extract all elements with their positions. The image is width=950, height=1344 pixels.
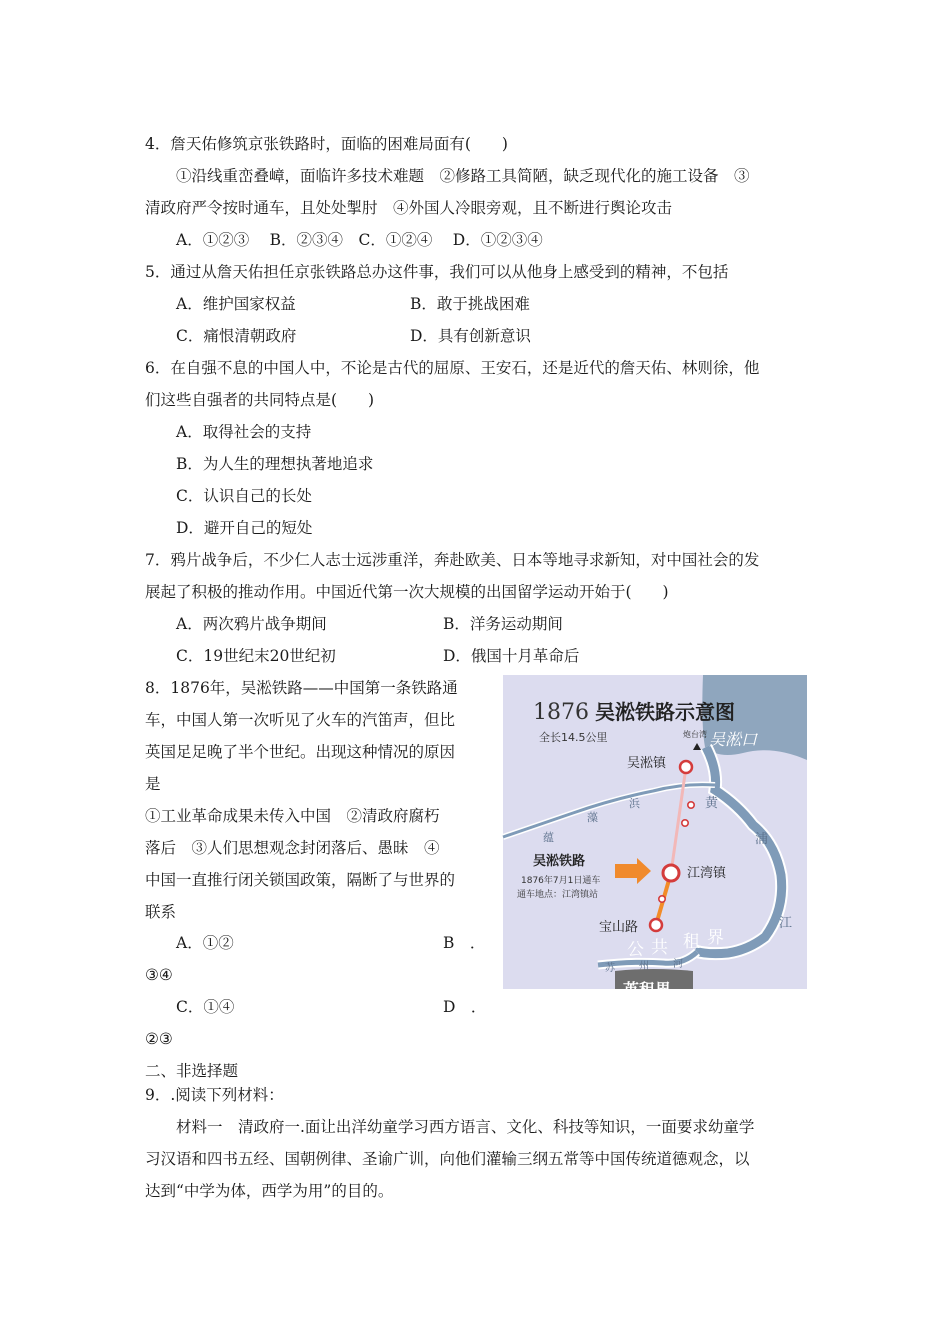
map-station-wusong [680, 761, 692, 773]
map-river-jiang: 江 [779, 916, 793, 931]
q6-option-d: D．避开自己的短处 [176, 519, 313, 537]
q4-options: A．①②③ B．②③④ C．①②④ D．①②③④ [176, 231, 543, 249]
q8-option-c: C．①④ [176, 998, 235, 1016]
q8-stem-line1: 8．1876年，吴淞铁路——中国第一条铁路通 [145, 679, 458, 697]
q9-material-line1: 材料一 清政府一.面让出洋幼童学习西方语言、文化、科技等知识，一面要求幼童学 [176, 1118, 755, 1136]
map-label-gong: 公 [627, 940, 644, 960]
q5-stem: 5．通过从詹天佑担任京张铁路总办这件事，我们可以从他身上感受到的精神，不包括 [145, 263, 729, 281]
q8-statements-line4: 联系 [145, 903, 177, 921]
map-label-paotaiwan: 炮台湾 [683, 730, 707, 739]
q4-statements-line1: ①沿线重峦叠嶂，面临许多技术难题 ②修路工具简陋，缺乏现代化的施工设备 ③ [176, 167, 750, 185]
q8-stem-line3: 英国足足晚了半个世纪。出现这种情况的原因 [145, 743, 456, 761]
q7-option-c: C．19世纪末20世纪初 [176, 647, 336, 665]
q9-material-line2: 习汉语和四书五经、国朝例律、圣谕广训，向他们灌输三纲五常等中国传统道德观念，以 [145, 1150, 750, 1168]
map-label-zu: 租 [683, 932, 700, 952]
map-title: 吴淞铁路示意图 [595, 700, 735, 724]
map-railway-date: 1876年7月1日通车 [521, 876, 601, 886]
map-label-he: 河 [673, 959, 683, 970]
wusong-railway-map [503, 675, 807, 999]
q8-statements-line1: ①工业革命成果未传入中国 ②清政府腐朽 [145, 807, 440, 825]
map-river-pu: 浦 [755, 832, 769, 847]
map-label-jiangwanzhen: 江湾镇 [687, 866, 727, 881]
q9-material-line3: 达到“中学为体，西学为用”的目的。 [145, 1182, 394, 1200]
map-label-zhou: 州 [639, 961, 649, 972]
q9-stem: 9．.阅读下列材料： [145, 1086, 284, 1104]
q5-option-b: B．敢于挑战困难 [410, 295, 530, 313]
q7-option-b: B．洋务运动期间 [443, 615, 563, 633]
map-label-baoshanlu: 宝山路 [599, 920, 639, 935]
q8-option-a: A．①② [176, 934, 234, 952]
q6-option-a: A．取得社会的支持 [176, 423, 312, 441]
map-label-jie: 界 [707, 928, 724, 948]
q8-option-b-cont: ③④ [145, 966, 173, 984]
q4-statements-line2: 清政府严令按时通车，且处处掣肘 ④外国人冷眼旁观，且不断进行舆论攻击 [145, 199, 673, 217]
map-station-jiangwan [663, 865, 679, 881]
q8-statements-line3: 中国一直推行闭关锁国政策，隔断了与世界的 [145, 871, 456, 889]
q4-stem: 4．詹天佑修筑京张铁路时，面临的困难局面有( ) [145, 135, 508, 153]
q7-option-a: A．两次鸦片战争期间 [176, 615, 327, 633]
map-label-gong2: 共 [651, 938, 668, 958]
q8-statements-line2: 落后 ③人们思想观念封闭落后、愚昧 ④ [145, 839, 440, 857]
q7-stem-line1: 7．鸦片战争后，不少仁人志士远涉重洋，奔赴欧美、日本等地寻求新知，对中国社会的发 [145, 551, 760, 569]
q8-option-d-prefix: D ． [443, 998, 487, 1016]
q5-option-d: D．具有创新意识 [410, 327, 531, 345]
map-river-zao: 藻 [587, 811, 598, 824]
map-label-wusongzhen: 吴淞镇 [627, 756, 667, 771]
map-label-ying: 英租界 [623, 980, 672, 999]
q8-option-b-prefix: B ． [443, 934, 486, 952]
map-stop-1 [688, 802, 694, 808]
map-length: 全长14.5公里 [539, 731, 608, 744]
map-river-bang: 浜 [629, 797, 640, 810]
map-title-year: 1876 [533, 700, 589, 725]
map-label-su: 苏 [605, 963, 615, 974]
q7-stem-line2: 展起了积极的推动作用。中国近代第一次大规模的出国留学运动开始于( ) [145, 583, 669, 601]
q7-option-d: D．俄国十月革命后 [443, 647, 580, 665]
section-heading-part2: 二、非选择题 [145, 1062, 239, 1080]
q6-option-c: C．认识自己的长处 [176, 487, 312, 505]
map-river-wen: 蕴 [543, 831, 554, 844]
q6-option-b: B．为人生的理想执著地追求 [176, 455, 374, 473]
map-svg [503, 675, 807, 999]
q6-stem-line1: 6．在自强不息的中国人中，不论是古代的屈原、王安石，还是近代的詹天佑、林则徐，他 [145, 359, 760, 377]
q6-stem-line2: 们这些自强者的共同特点是( ) [145, 391, 375, 409]
map-railway-place: 通车地点：江湾镇站 [517, 890, 599, 900]
map-river-huang: 黄 [705, 796, 719, 811]
map-station-baoshan [650, 919, 662, 931]
q8-stem-line2: 车，中国人第一次听见了火车的汽笛声，但比 [145, 711, 456, 729]
q5-option-c: C．痛恨清朝政府 [176, 327, 297, 345]
q8-stem-line4: 是 [145, 775, 161, 793]
q5-option-a: A．维护国家权益 [176, 295, 296, 313]
map-railway-name: 吴淞铁路 [533, 854, 586, 869]
map-stop-3 [659, 896, 665, 902]
map-stop-2 [682, 820, 688, 826]
q8-option-d-cont: ②③ [145, 1030, 173, 1048]
map-label-wusongkou: 吴淞口 [709, 730, 758, 749]
